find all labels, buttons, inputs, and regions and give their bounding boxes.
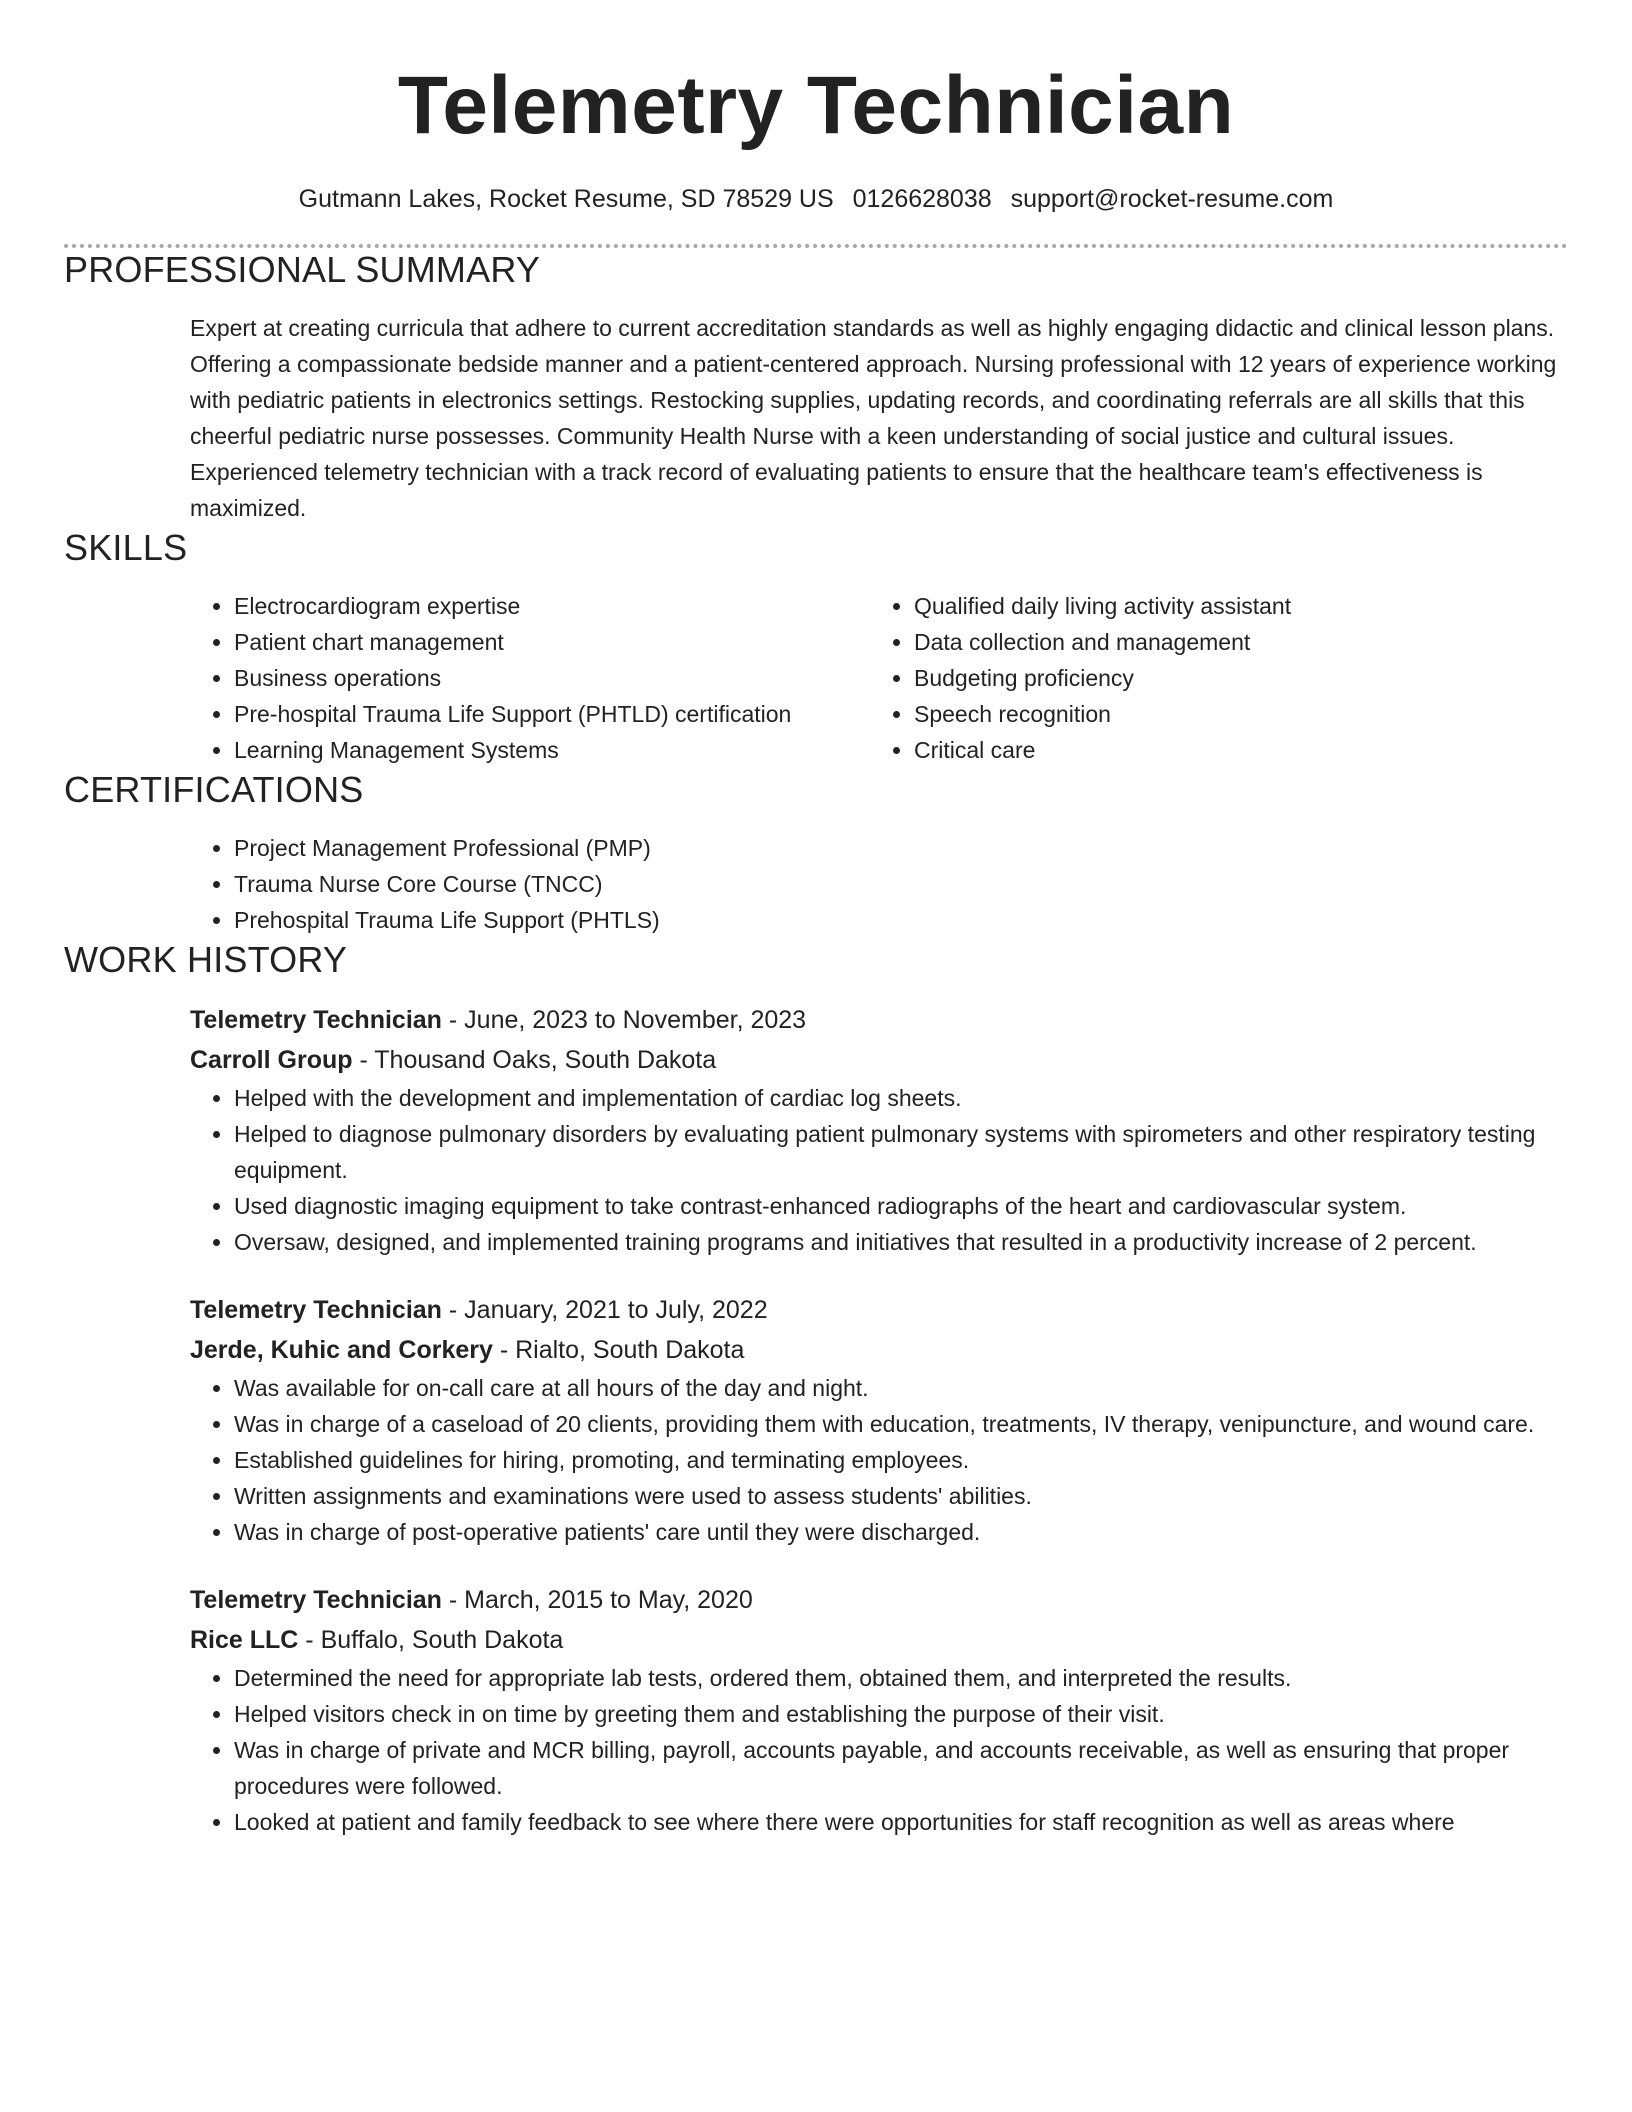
- skill-item: • Data collection and management: [914, 624, 1568, 660]
- skill-item: • Business operations: [234, 660, 870, 696]
- job-bullet: • Was in charge of a caseload of 20 clients, providing them with education, treatments, IV therapy, venipuncture, and wound care.: [234, 1406, 1568, 1442]
- skills-heading: SKILLS: [64, 527, 188, 568]
- job-title-line: [190, 1000, 1568, 1040]
- work-history-heading: WORK HISTORY: [64, 939, 348, 980]
- job-bullet: • Used diagnostic imaging equipment to take contrast-enhanced radiographs of the heart and cardiovascular system.: [234, 1188, 1568, 1224]
- job-title: Telemetry Technician: [190, 1296, 442, 1324]
- skills-list-right: [870, 588, 1568, 768]
- summary-text: Expert at creating curricula that adhere to current accreditation standards as well as highly engaging didactic and clinical lesson plans. Offering a compassionate bedside manner and a patient-centered approach. Nursing professional with 12 years of experience working with pediatric patients in electronics settings. Restocking supplies, updating records, and coordinating referrals are all skills that this cheerful pediatric nurse possesses. Community Health Nurse with a keen understanding of social justice and cultural issues. Experienced telemetry technician with a track record of evaluating patients to ensure that the healthcare team's effectiveness is maximized.: [190, 315, 1557, 521]
- job-bullet: • Was in charge of private and MCR billing, payroll, accounts payable, and accounts receivable, as well as ensuring that proper procedures were followed.: [234, 1732, 1568, 1804]
- resume-name: Telemetry Technician: [397, 60, 1235, 151]
- job-dates: - June, 2023 to November, 2023: [441, 1006, 807, 1034]
- certification-item: • Trauma Nurse Core Course (TNCC): [234, 866, 1568, 902]
- job-bullet: • Was available for on-call care at all hours of the day and night.: [234, 1370, 1568, 1406]
- certifications-list: [190, 830, 1568, 938]
- job-location: - Buffalo, South Dakota: [298, 1626, 564, 1654]
- job-bullets: [190, 1080, 1568, 1260]
- skill-item: • Qualified daily living activity assistant: [914, 588, 1568, 624]
- job-bullets: [190, 1660, 1568, 1840]
- skill-item: • Speech recognition: [914, 696, 1568, 732]
- job-dates: - January, 2021 to July, 2022: [441, 1296, 768, 1324]
- skill-item: • Budgeting proficiency: [914, 660, 1568, 696]
- job-entry: [64, 1000, 1568, 1260]
- skill-item: • Pre-hospital Trauma Life Support (PHTLD) certification: [234, 696, 870, 732]
- job-company-line: [190, 1040, 1568, 1080]
- skill-item: • Learning Management Systems: [234, 732, 870, 768]
- skills-list-left: [190, 588, 870, 768]
- certifications-heading: CERTIFICATIONS: [64, 769, 364, 810]
- job-title-line: [190, 1290, 1568, 1330]
- job-bullet: • Helped visitors check in on time by greeting them and establishing the purpose of their visit.: [234, 1696, 1568, 1732]
- job-title: Telemetry Technician: [190, 1586, 442, 1614]
- job-location: - Thousand Oaks, South Dakota: [352, 1046, 717, 1074]
- certification-item: • Project Management Professional (PMP): [234, 830, 1568, 866]
- skill-item: • Patient chart management: [234, 624, 870, 660]
- job-bullet: • Oversaw, designed, and implemented training programs and initiatives that resulted in a productivity increase of 2 percent.: [234, 1224, 1568, 1260]
- job-bullets: [190, 1370, 1568, 1550]
- job-bullet: • Helped with the development and implementation of cardiac log sheets.: [234, 1080, 1568, 1116]
- contact-email: support@rocket-resume.com: [1010, 185, 1334, 213]
- job-company-line: [190, 1620, 1568, 1660]
- job-bullet: • Established guidelines for hiring, promoting, and terminating employees.: [234, 1442, 1568, 1478]
- job-bullet: • Helped to diagnose pulmonary disorders by evaluating patient pulmonary systems with spirometers and other respiratory testing equipment.: [234, 1116, 1568, 1188]
- job-location: - Rialto, South Dakota: [492, 1336, 745, 1364]
- summary-heading: PROFESSIONAL SUMMARY: [64, 249, 541, 290]
- contact-address: Gutmann Lakes, Rocket Resume, SD 78529 US: [298, 185, 834, 213]
- skills-grid: [64, 588, 1568, 768]
- job-bullet: • Written assignments and examinations were used to assess students' abilities.: [234, 1478, 1568, 1514]
- job-bullet: • Determined the need for appropriate lab tests, ordered them, obtained them, and interpreted the results.: [234, 1660, 1568, 1696]
- skill-item: • Critical care: [914, 732, 1568, 768]
- skill-item: • Electrocardiogram expertise: [234, 588, 870, 624]
- job-dates: - March, 2015 to May, 2020: [441, 1586, 753, 1614]
- certifications-block: [64, 830, 1568, 938]
- job-entry: [64, 1290, 1568, 1550]
- certification-item: • Prehospital Trauma Life Support (PHTLS): [234, 902, 1568, 938]
- job-company-line: [190, 1330, 1568, 1370]
- job-entry: [64, 1580, 1568, 1840]
- job-bullet: • Was in charge of post-operative patients' care until they were discharged.: [234, 1514, 1568, 1550]
- contact-phone: 0126628038: [852, 185, 992, 213]
- job-title-line: [190, 1580, 1568, 1620]
- job-company: Carroll Group: [190, 1046, 353, 1074]
- contact-line: [64, 182, 1568, 216]
- job-company: Jerde, Kuhic and Corkery: [190, 1336, 493, 1364]
- job-company: Rice LLC: [190, 1626, 299, 1654]
- job-title: Telemetry Technician: [190, 1006, 442, 1034]
- job-bullet: • Looked at patient and family feedback to see where there were opportunities for staff recognition as well as areas where: [234, 1804, 1568, 1840]
